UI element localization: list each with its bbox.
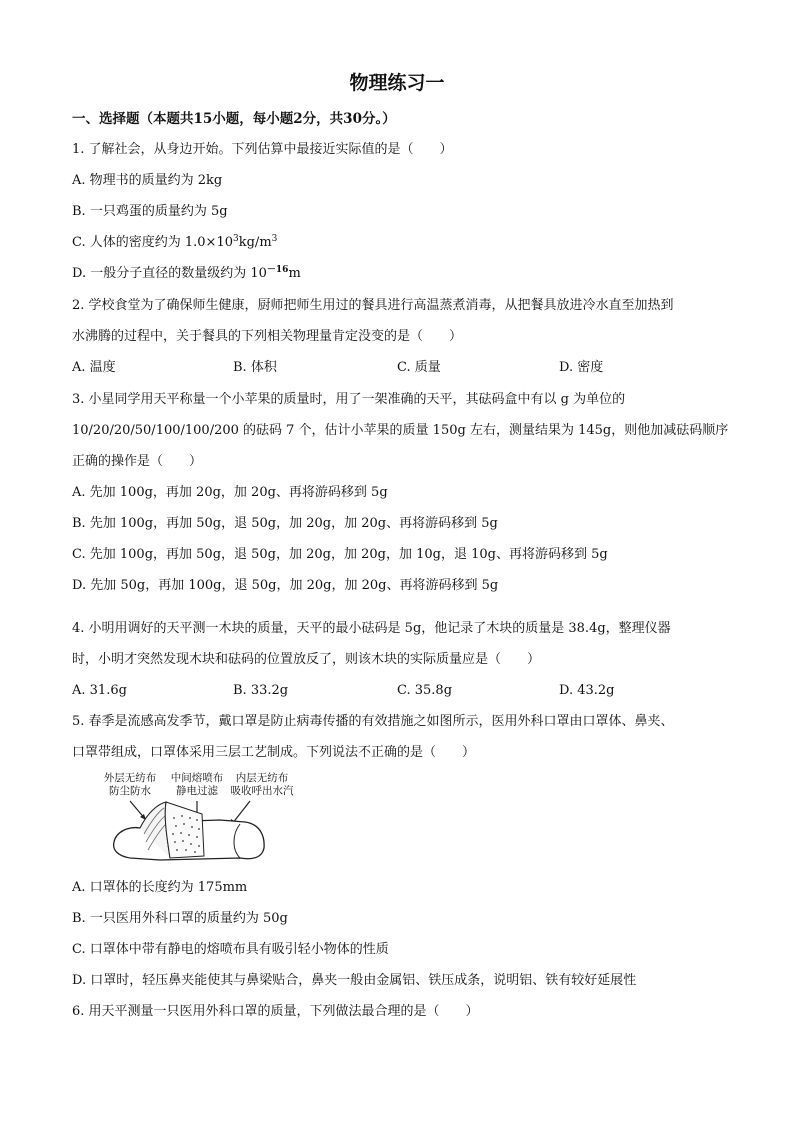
q1-stem: 1. 了解社会，从身边开始。下列估算中最接近实际值的是（ ） (72, 142, 453, 157)
section-heading: 一、选择题（本题共15小题，每小题2分，共30分。） (72, 111, 396, 127)
q3-option-a: A. 先加 100g，再加 20g，加 20g、再将游码移到 5g (72, 485, 388, 500)
q1-option-c-text: C. 人体的密度约为 1.0×10 (72, 235, 233, 250)
q4-stem-line1: 4. 小明用调好的天平测一木块的质量，天平的最小砝码是 5g，他记录了木块的质量是 38.4g，整理仪器 (72, 621, 671, 636)
q1-option-c-unit: kg/m (238, 235, 272, 250)
q3-option-d: D. 先加 50g，再加 100g，退 50g，加 20g，加 20g、再将游码移到 5g (72, 578, 499, 593)
q1-option-d (72, 266, 301, 283)
q2-option-a: A. 温度 (72, 360, 116, 375)
q2-stem-line1: 2. 学校食堂为了确保师生健康，厨师把师生用过的餐具进行高温蒸煮消毒，从把餐具放进冷水直至加热到 (72, 298, 674, 313)
q1-option-d-exponent: －16 (266, 265, 289, 275)
inner-layer-name: 内层无纺布 (235, 772, 289, 784)
q2-option-c: C. 质量 (397, 360, 441, 375)
q6-stem: 6. 用天平测量一只医用外科口罩的质量，下列做法最合理的是（ ） (72, 1004, 479, 1019)
q4-option-b: B. 33.2g (233, 683, 289, 698)
q2-option-b: B. 体积 (233, 360, 277, 375)
middle-layer-patch (165, 802, 204, 858)
outer-layer-function: 防尘防水 (109, 785, 151, 797)
q2-stem-line2: 水沸腾的过程中，关于餐具的下列相关物理量肯定没变的是（ ） (72, 329, 463, 344)
middle-layer-function: 静电过滤 (176, 785, 218, 797)
q5-stem-line1: 5. 春季是流感高发季节，戴口罩是防止病毒传播的有效措施之如图所示，医用外科口罩由口罩体、鼻夹、 (72, 714, 674, 729)
mask-diagram (100, 772, 300, 864)
q1-option-d-unit: m (288, 266, 301, 281)
mask-illustration (100, 772, 300, 864)
q5-option-d: D. 口罩时，轻压鼻夹能使其与鼻梁贴合，鼻夹一般由金属铝、铁压成条，说明铝、铁有较好延展性 (72, 973, 637, 988)
q1-option-d-text: D. 一般分子直径的数量级约为 10 (72, 266, 267, 281)
q3-option-c: C. 先加 100g，再加 50g，退 50g，加 20g，加 20g，加 10g，退 10g、再将游码移到 5g (72, 547, 608, 562)
q1-option-a: A. 物理书的质量约为 2kg (72, 173, 223, 188)
q3-stem-line3: 正确的操作是（ ） (72, 454, 203, 469)
q3-option-b: B. 先加 100g，再加 50g，退 50g，加 20g，加 20g、再将游码移到 5g (72, 516, 498, 531)
q3-stem-line2: 10/20/20/50/100/100/200 的砝码 7 个，估计小苹果的质量 150g 左右，测量结果为 145g，则他加减砝码顺序 (72, 423, 729, 438)
q4-option-a: A. 31.6g (72, 683, 127, 698)
q4-option-c: C. 35.8g (397, 683, 453, 698)
q4-option-d: D. 43.2g (559, 683, 615, 698)
page-title: 物理练习一 (349, 72, 445, 94)
q4-stem-line2: 时，小明才突然发现木块和砝码的位置放反了，则该木块的实际质量应是（ ） (72, 652, 541, 667)
q5-option-a: A. 口罩体的长度约为 175mm (72, 880, 248, 895)
q1-option-c (72, 235, 277, 252)
outer-layer-name: 外层无纺布 (103, 772, 157, 784)
q2-option-d: D. 密度 (559, 360, 604, 375)
q5-option-b: B. 一只医用外科口罩的质量约为 50g (72, 911, 288, 926)
q1-option-b: B. 一只鸡蛋的质量约为 5g (72, 204, 228, 219)
q5-option-c: C. 口罩体中带有静电的熔喷布具有吸引轻小物体的性质 (72, 942, 389, 957)
q1-option-c-exponent: 3 (233, 234, 239, 244)
middle-layer-name: 中间熔喷布 (170, 772, 224, 784)
q1-option-c-unit-exponent: 3 (271, 234, 278, 244)
q3-stem-line1: 3. 小星同学用天平称量一个小苹果的质量时，用了一架准确的天平，其砝码盒中有以 g 为单位的 (72, 392, 626, 407)
q5-stem-line2: 口罩带组成，口罩体采用三层工艺制成。下列说法不正确的是（ ） (72, 745, 476, 760)
inner-layer-function: 吸收呼出水汽 (230, 785, 294, 797)
